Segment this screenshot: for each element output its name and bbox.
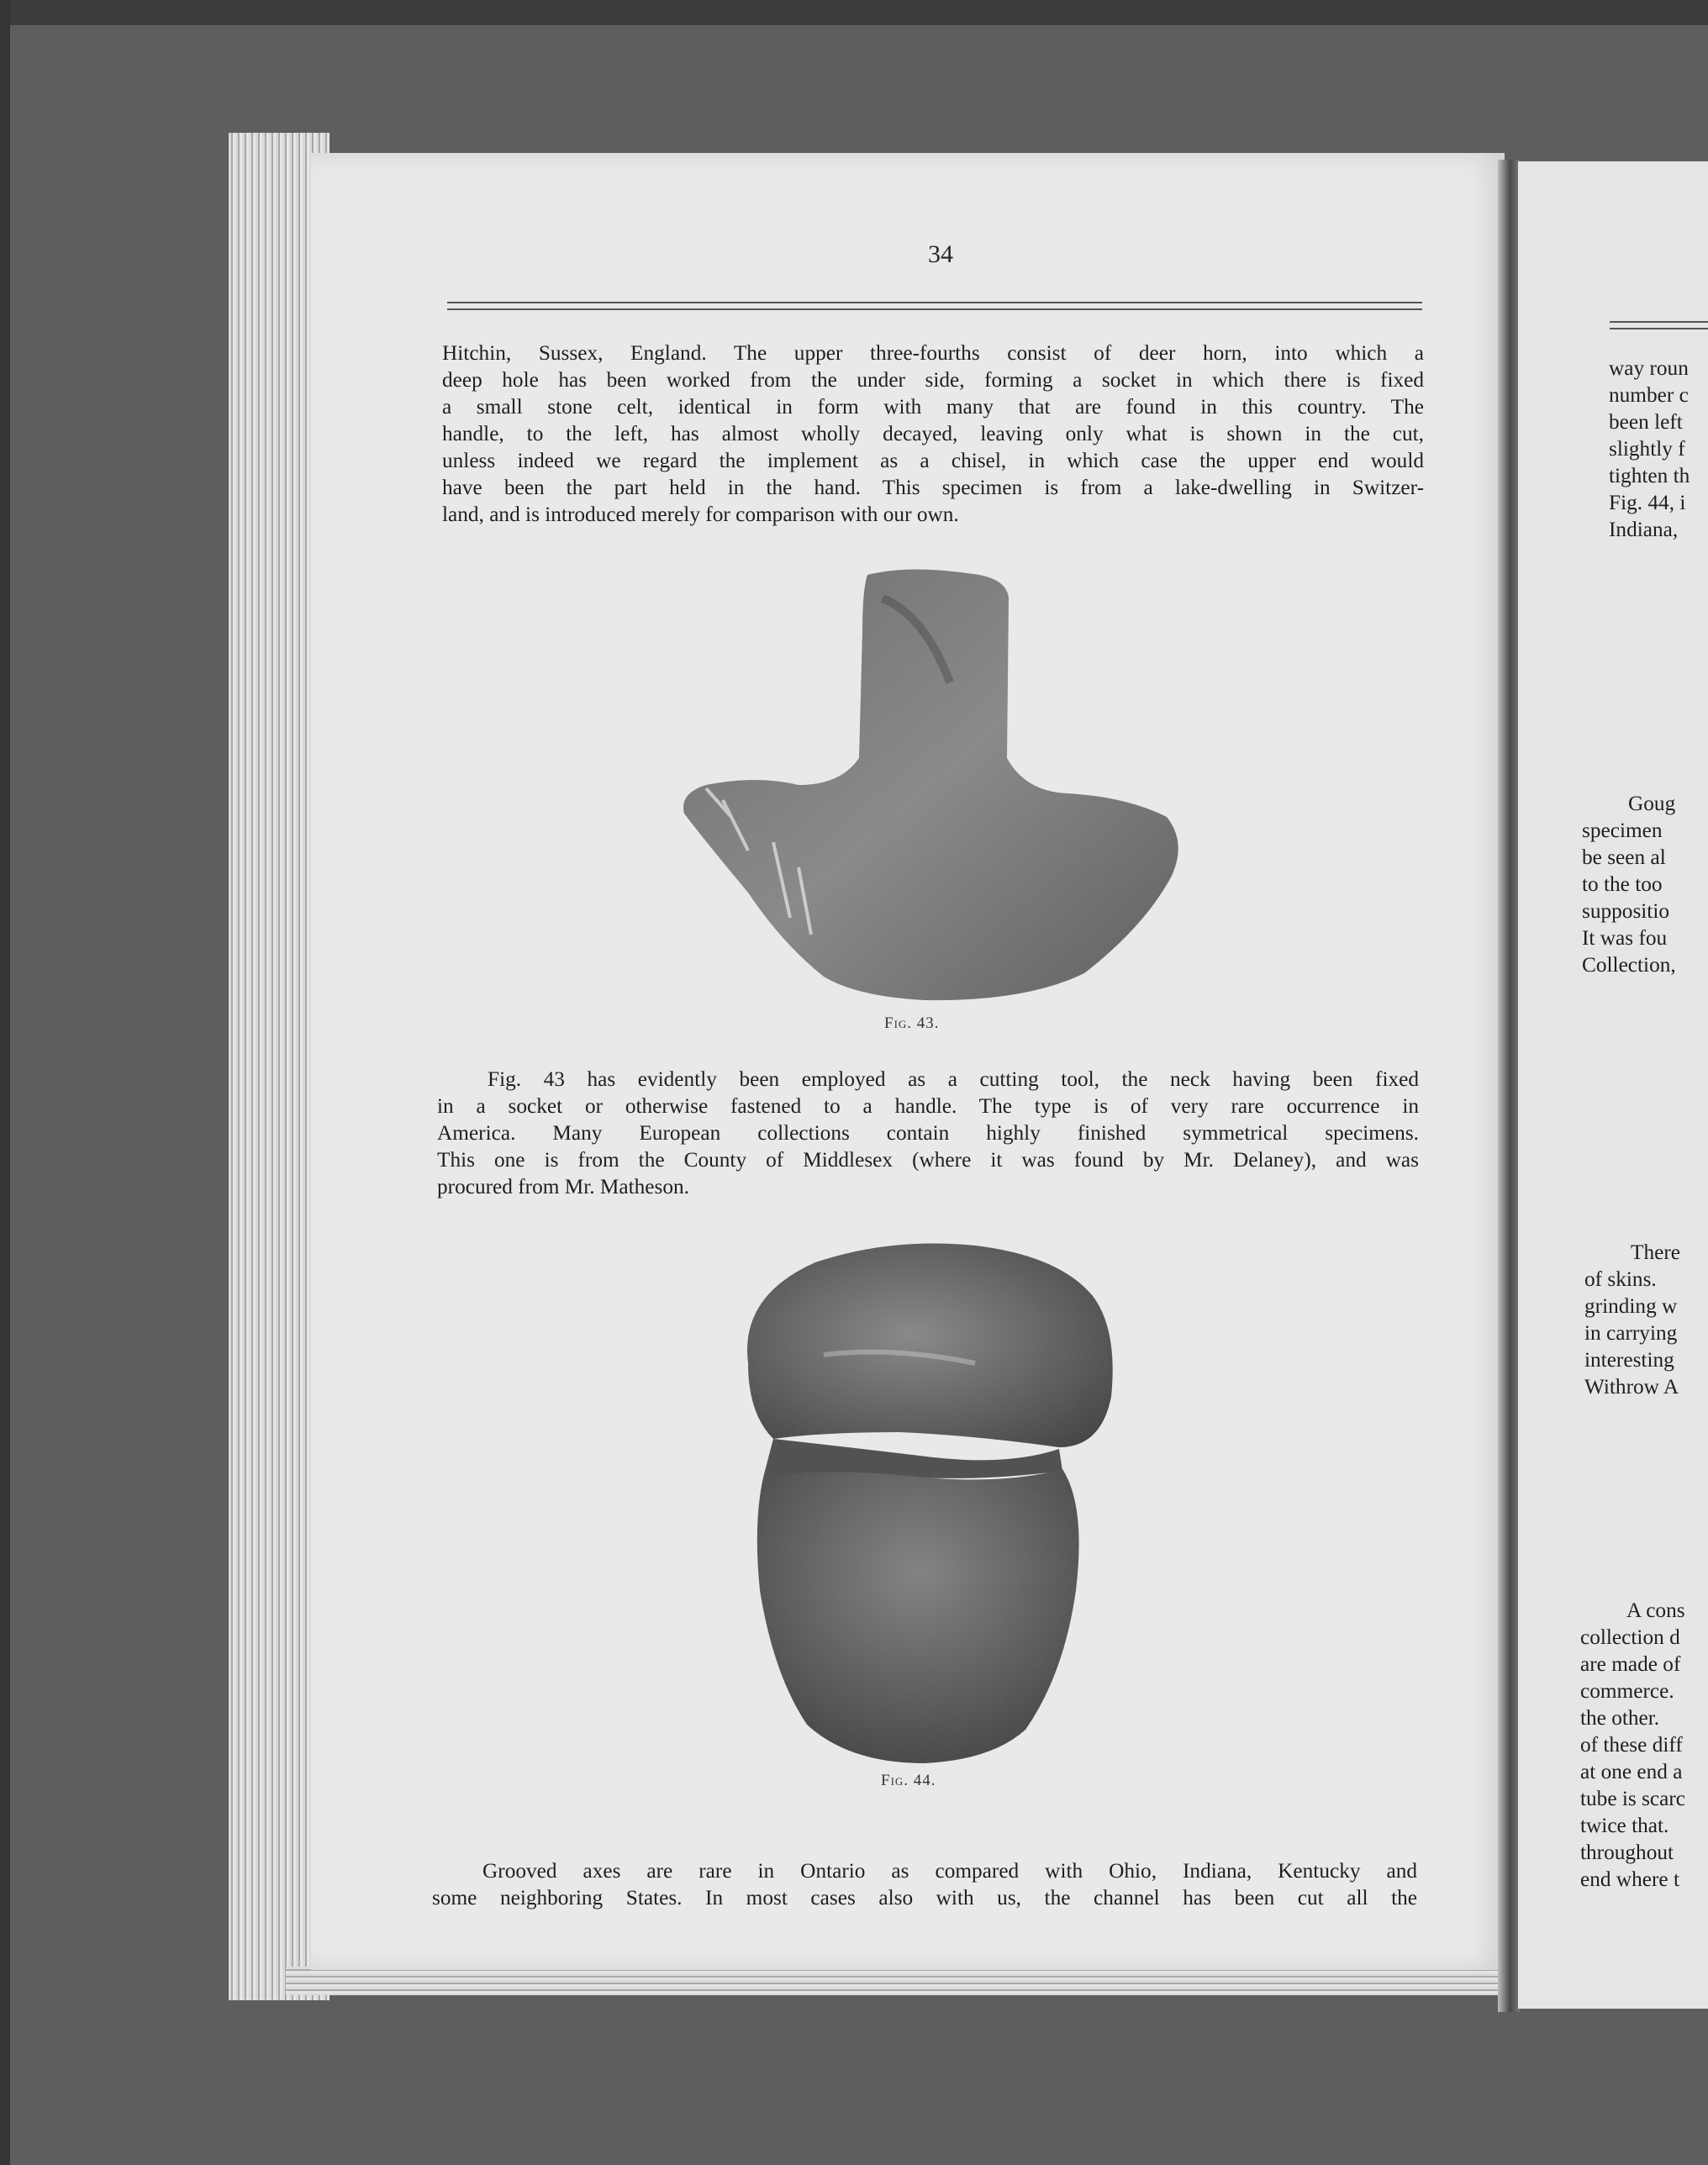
fig-43-stone-tool-image bbox=[672, 565, 1194, 1005]
text-line: twice that. bbox=[1580, 1814, 1669, 1837]
page-number: 34 bbox=[928, 240, 953, 268]
header-rule-top bbox=[447, 302, 1422, 303]
text-line: There bbox=[1631, 1241, 1680, 1264]
text-line: specimen bbox=[1582, 819, 1663, 842]
book-page-edges-bottom bbox=[286, 1967, 1513, 1995]
text-line: are made of bbox=[1580, 1652, 1681, 1676]
scan-background-top bbox=[0, 0, 1708, 25]
text-line: been left bbox=[1609, 410, 1683, 434]
header-rule-bottom bbox=[447, 308, 1422, 310]
text-line: in a socket or otherwise fastened to a handle. The type is of very rare occurrence in bbox=[437, 1094, 1419, 1118]
text-line: Withrow A bbox=[1584, 1375, 1679, 1399]
text-line: It was fou bbox=[1582, 926, 1668, 950]
right-page-text-block-1 bbox=[1609, 355, 1690, 543]
right-page-text-block-3 bbox=[1584, 1239, 1680, 1400]
text-line: A cons bbox=[1626, 1599, 1685, 1622]
text-line: way roun bbox=[1609, 356, 1689, 380]
paragraph-grooved-axes bbox=[432, 1857, 1417, 1911]
fig-44-grooved-axe-image bbox=[723, 1237, 1126, 1765]
book-gutter bbox=[1498, 160, 1520, 2012]
right-page-header-rule-bottom bbox=[1610, 328, 1708, 329]
text-line: in carrying bbox=[1584, 1321, 1678, 1345]
scan-background-left bbox=[0, 0, 10, 2165]
text-line: a small stone celt, identical in form with many that are found in this country. The bbox=[442, 395, 1424, 419]
text-line: throughout bbox=[1580, 1841, 1674, 1864]
text-line: Fig. 44, i bbox=[1609, 491, 1686, 514]
right-page-header-rule-top bbox=[1610, 321, 1708, 323]
text-line: of skins. bbox=[1584, 1267, 1657, 1291]
text-line: to the too bbox=[1582, 872, 1663, 896]
text-line: deep hole has been worked from the under side, forming a socket in which there is fixed bbox=[442, 368, 1424, 392]
text-line: some neighboring States. In most cases also with us, the channel has been cut all the bbox=[432, 1886, 1417, 1910]
text-line: of these diff bbox=[1580, 1733, 1683, 1757]
text-line: tighten th bbox=[1609, 464, 1690, 487]
text-line: America. Many European collections contain highly finished symmetrical specimens. bbox=[437, 1121, 1419, 1145]
text-line: land, and is introduced merely for comparison with our own. bbox=[442, 503, 959, 526]
text-line: Fig. 43 has evidently been employed as a cutting tool, the neck having been fixed bbox=[488, 1067, 1419, 1091]
fig-44-caption: Fig. 44. bbox=[881, 1772, 936, 1789]
text-line: Indiana, bbox=[1609, 518, 1679, 541]
right-page-text-block-2 bbox=[1582, 790, 1676, 978]
text-line: unless indeed we regard the implement as a chisel, in which case the upper end would bbox=[442, 449, 1424, 472]
text-line: the other. bbox=[1580, 1706, 1660, 1730]
text-line: have been the part held in the hand. This specimen is from a lake-dwelling in Switzer- bbox=[442, 476, 1424, 499]
text-line: Collection, bbox=[1582, 953, 1676, 977]
text-line: procured from Mr. Matheson. bbox=[437, 1175, 689, 1198]
text-line: at one end a bbox=[1580, 1760, 1683, 1783]
text-line: end where t bbox=[1580, 1867, 1679, 1891]
paragraph-fig-43 bbox=[437, 1066, 1419, 1200]
fig-43-caption: Fig. 43. bbox=[884, 1014, 940, 1032]
text-line: slightly f bbox=[1609, 437, 1685, 461]
text-line: commerce. bbox=[1580, 1679, 1674, 1703]
text-line: be seen al bbox=[1582, 845, 1666, 869]
text-line: Goug bbox=[1628, 792, 1676, 815]
text-line: interesting bbox=[1584, 1348, 1674, 1372]
paragraph-hitchin bbox=[442, 340, 1424, 528]
text-line: grinding w bbox=[1584, 1294, 1678, 1318]
right-page-text-block-4 bbox=[1580, 1597, 1685, 1893]
text-line: This one is from the County of Middlesex (where it was found by Mr. Delaney), and was bbox=[437, 1148, 1419, 1172]
text-line: handle, to the left, has almost wholly decayed, leaving only what is shown in the cut, bbox=[442, 422, 1424, 445]
text-line: number c bbox=[1609, 383, 1689, 407]
text-line: tube is scarc bbox=[1580, 1787, 1686, 1810]
text-line: Grooved axes are rare in Ontario as compared with Ohio, Indiana, Kentucky and bbox=[482, 1859, 1417, 1883]
text-line: collection d bbox=[1580, 1625, 1680, 1649]
text-line: Hitchin, Sussex, England. The upper three-fourths consist of deer horn, into which a bbox=[442, 341, 1424, 365]
text-line: suppositio bbox=[1582, 899, 1670, 923]
